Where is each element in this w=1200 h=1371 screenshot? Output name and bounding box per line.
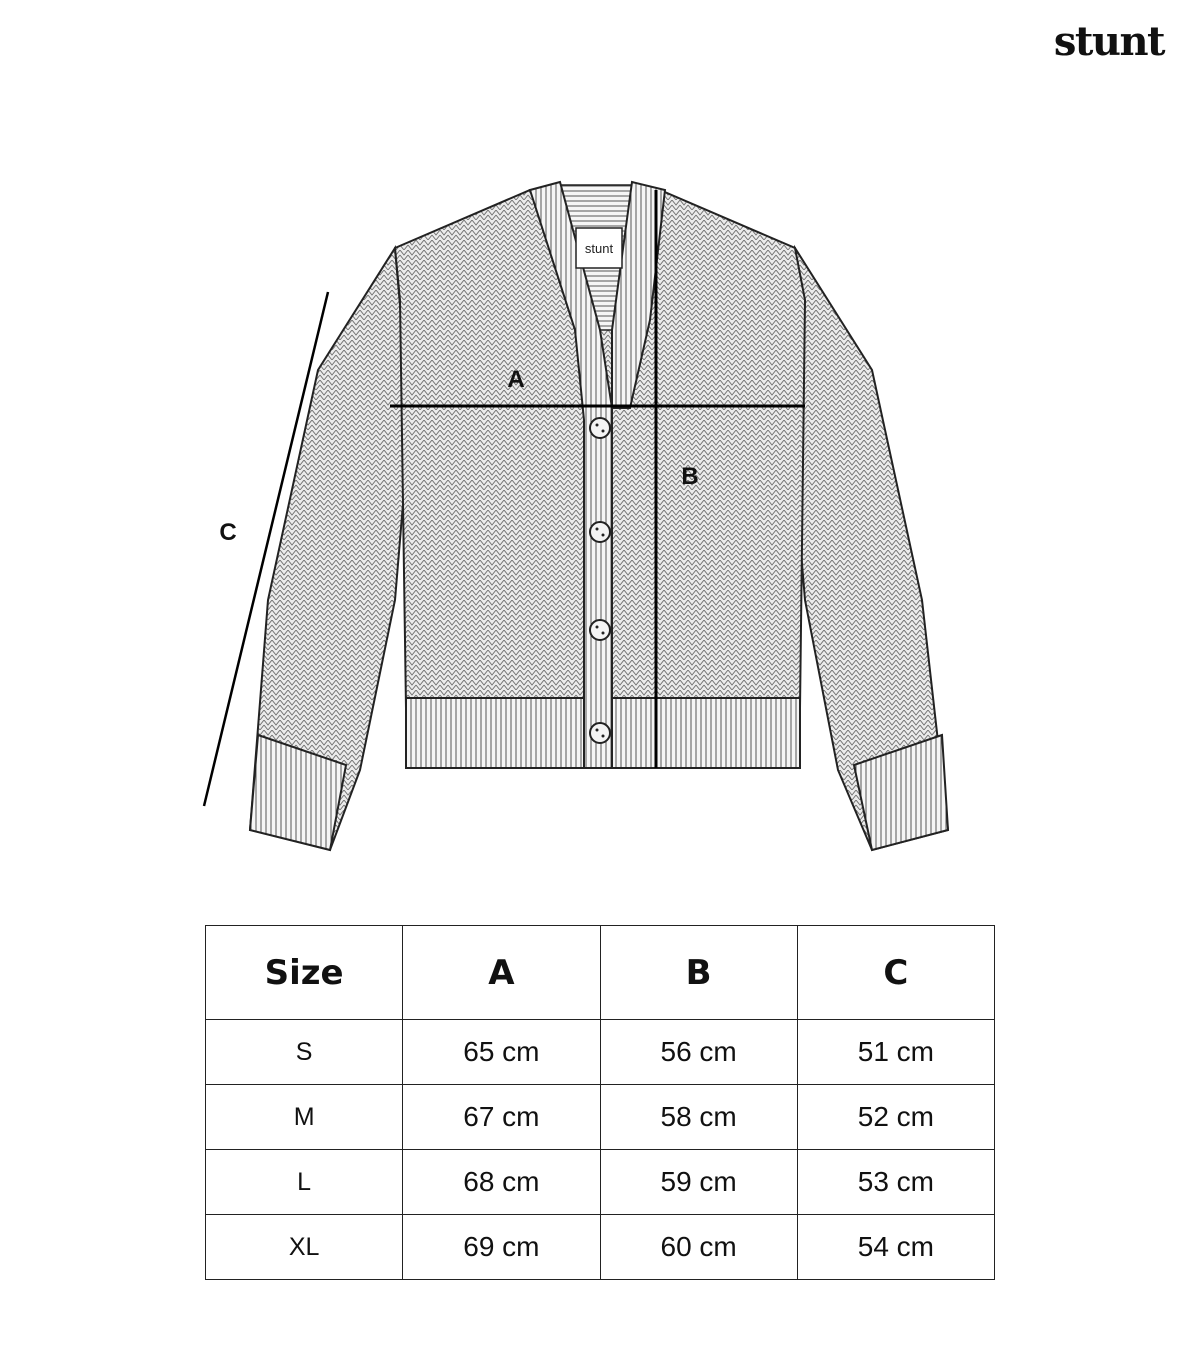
c-cell: 52 cm	[797, 1085, 994, 1150]
button	[590, 522, 610, 542]
size-cell: M	[206, 1085, 403, 1150]
b-cell: 60 cm	[600, 1215, 797, 1280]
header-c: C	[797, 926, 994, 1020]
a-cell: 65 cm	[403, 1020, 600, 1085]
b-cell: 56 cm	[600, 1020, 797, 1085]
table-header-row	[206, 926, 995, 1020]
size-cell: XL	[206, 1215, 403, 1280]
size-cell: S	[206, 1020, 403, 1085]
brand-logo: stunt	[1053, 18, 1164, 65]
neck-tag-text: stunt	[584, 241, 614, 256]
c-cell: 51 cm	[797, 1020, 994, 1085]
a-cell: 68 cm	[403, 1150, 600, 1215]
button	[590, 418, 610, 438]
header-size: Size	[206, 926, 403, 1020]
size-chart-table	[205, 925, 995, 1280]
header-b: B	[600, 926, 797, 1020]
c-cell: 53 cm	[797, 1150, 994, 1215]
a-cell: 69 cm	[403, 1215, 600, 1280]
header-a: A	[403, 926, 600, 1020]
table-row	[206, 1150, 995, 1215]
size-cell: L	[206, 1150, 403, 1215]
b-cell: 58 cm	[600, 1085, 797, 1150]
measure-c-label: C	[219, 519, 237, 546]
a-cell: 67 cm	[403, 1085, 600, 1150]
button	[590, 723, 610, 743]
button	[590, 620, 610, 640]
b-cell: 59 cm	[600, 1150, 797, 1215]
table-row	[206, 1085, 995, 1150]
measure-b-label: B	[681, 463, 699, 490]
measure-a-label: A	[507, 366, 525, 393]
c-cell: 54 cm	[797, 1215, 994, 1280]
table-row	[206, 1215, 995, 1280]
table-row	[206, 1020, 995, 1085]
